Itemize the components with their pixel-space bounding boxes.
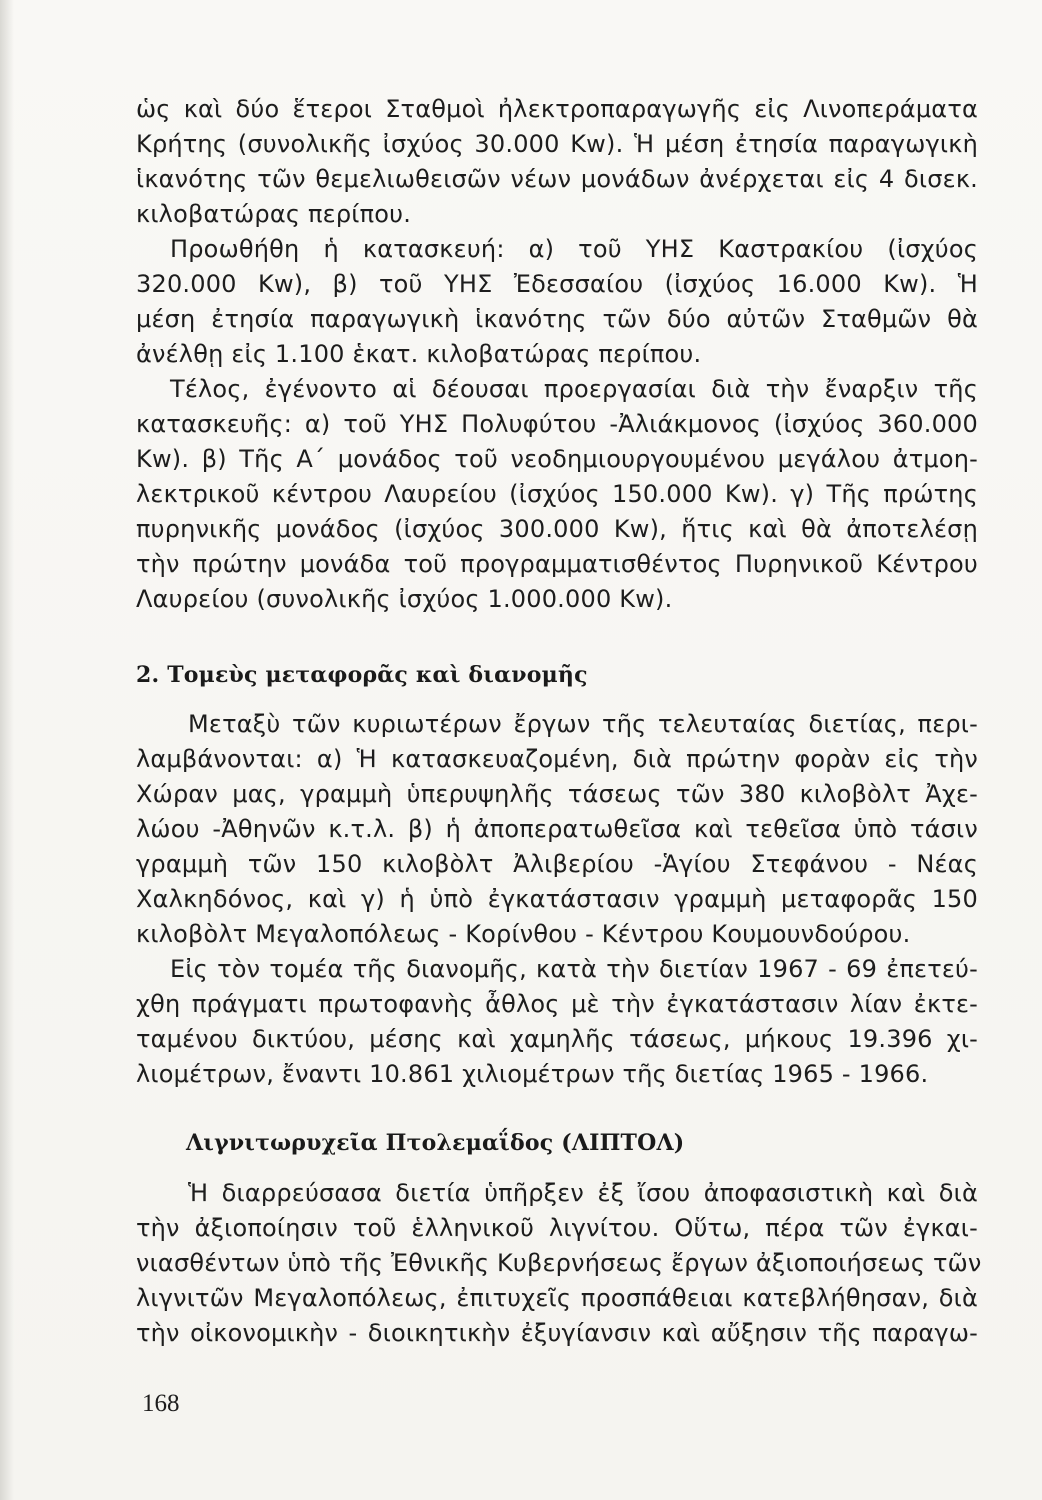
paragraph-block-transmission (136, 707, 978, 1092)
heading-text: Λιγνιτωρυχεῖα Πτολεμαΐδος (ΛΙΠΤΟΛ) (186, 1130, 685, 1156)
section-heading-transmission (136, 658, 978, 693)
text-line: λεκτρικοῦ κέντρου Λαυρείου (ἰσχύος 150.000 Kw). γ) Τῆς πρώτης (136, 480, 978, 508)
text-line: κιλοβὸλτ Μεγαλοπόλεως - Κορίνθου - Κέντρου Κουμουνδούρου. (136, 920, 911, 948)
text-line: λαμβάνονται: α) Ἡ κατασκευαζομένη, διὰ πρώτην φορὰν εἰς τὴν (136, 745, 978, 773)
text-line: πυρηνικῆς μονάδος (ἰσχύος 300.000 Kw), ἥτις καὶ θὰ ἀποτελέσῃ (136, 515, 978, 543)
text-line: ὡς καὶ δύο ἕτεροι Σταθμοὶ ἠλεκτροπαραγωγῆς εἰς Λινοπεράματα (136, 95, 978, 123)
text-line: Λαυρείου (συνολικῆς ἰσχύος 1.000.000 Kw). (136, 585, 673, 613)
page-number: 168 (142, 1390, 180, 1417)
text-line: τὴν οἰκονομικὴν - διοικητικὴν ἐξυγίανσιν καὶ αὔξησιν τῆς παραγω- (136, 1319, 978, 1347)
text-line: χθη πράγματι πρωτοφανὴς ἆθλος μὲ τὴν ἐγκατάστασιν λίαν ἐκτε- (136, 990, 978, 1018)
text-line: Μεταξὺ τῶν κυριωτέρων ἔργων τῆς τελευταίας διετίας, περι- (188, 710, 978, 738)
heading-text: 2. Τομεὺς μεταφορᾶς καὶ διανομῆς (136, 662, 588, 688)
text-line: κιλοβατώρας περίπου. (136, 200, 412, 228)
text-line: τὴν πρώτην μονάδα τοῦ προγραμματισθέντος Πυρηνικοῦ Κέντρου (136, 550, 978, 578)
text-line: Χώραν μας, γραμμὴ ὑπερυψηλῆς τάσεως τῶν 380 κιλοβὸλτ Ἀχε- (136, 780, 978, 808)
page-edge-shadow (0, 0, 14, 1500)
text-line: τὴν ἀξιοποίησιν τοῦ ἑλληνικοῦ λιγνίτου. Οὕτω, πέρα τῶν ἐγκαι- (136, 1214, 978, 1242)
paragraph-block-liptol (136, 1176, 982, 1351)
text-line: γραμμὴ τῶν 150 κιλοβὸλτ Ἀλιβερίου -Ἁγίου Στεφάνου - Νέας (136, 850, 978, 878)
text-line: 320.000 Kw), β) τοῦ ΥΗΣ Ἐδεσσαίου (ἰσχύος 16.000 Kw). Ἡ (136, 270, 978, 298)
text-line: νιασθέντων ὑπὸ τῆς Ἐθνικῆς Κυβερνήσεως ἔργων ἀξιοποιήσεως τῶν (136, 1249, 982, 1277)
text-line: ἱκανότης τῶν θεμελιωθεισῶν νέων μονάδων ἀνέρχεται εἰς 4 δισεκ. (136, 165, 978, 193)
text-line: Τέλος, ἐγένοντο αἱ δέουσαι προεργασίαι διὰ τὴν ἔναρξιν τῆς (170, 375, 978, 403)
text-line: Προωθήθη ἡ κατασκευή: α) τοῦ ΥΗΣ Καστρακίου (ἰσχύος (170, 235, 978, 263)
paragraph-block-power-stations (136, 92, 978, 617)
text-line: λιγνιτῶν Μεγαλοπόλεως, ἐπιτυχεῖς προσπάθειαι κατεβλήθησαν, διὰ (136, 1284, 978, 1312)
text-line: Κρήτης (συνολικῆς ἰσχύος 30.000 Kw). Ἡ μέση ἐτησία παραγωγικὴ (136, 130, 978, 158)
text-line: ταμένου δικτύου, μέσης καὶ χαμηλῆς τάσεως, μήκους 19.396 χι- (136, 1025, 978, 1053)
text-line: Kw). β) Τῆς Α΄ μονάδος τοῦ νεοδημιουργουμένου μεγάλου ἀτμοη- (136, 445, 978, 473)
text-line: ἀνέλθῃ εἰς 1.100 ἑκατ. κιλοβατώρας περίπου. (136, 340, 702, 368)
text-line: μέση ἐτησία παραγωγικὴ ἱκανότης τῶν δύο αὐτῶν Σταθμῶν θὰ (136, 305, 978, 333)
text-line: κατασκευῆς: α) τοῦ ΥΗΣ Πολυφύτου -Ἀλιάκμονος (ἰσχύος 360.000 (136, 410, 978, 438)
text-line: Ἡ διαρρεύσασα διετία ὑπῆρξεν ἐξ ἴσου ἀποφασιστικὴ καὶ διὰ (188, 1179, 978, 1207)
text-line: λώου -Ἀθηνῶν κ.τ.λ. β) ἡ ἀποπερατωθεῖσα καὶ τεθεῖσα ὑπὸ τάσιν (136, 815, 978, 843)
text-line: Εἰς τὸν τομέα τῆς διανομῆς, κατὰ τὴν διετίαν 1967 - 69 ἐπετεύ- (170, 955, 978, 983)
section-heading-liptol (136, 1126, 978, 1161)
text-line: Χαλκηδόνος, καὶ γ) ἡ ὑπὸ ἐγκατάστασιν γραμμὴ μεταφορᾶς 150 (136, 885, 978, 913)
text-line: λιομέτρων, ἔναντι 10.861 χιλιομέτρων τῆς διετίας 1965 - 1966. (136, 1060, 929, 1088)
